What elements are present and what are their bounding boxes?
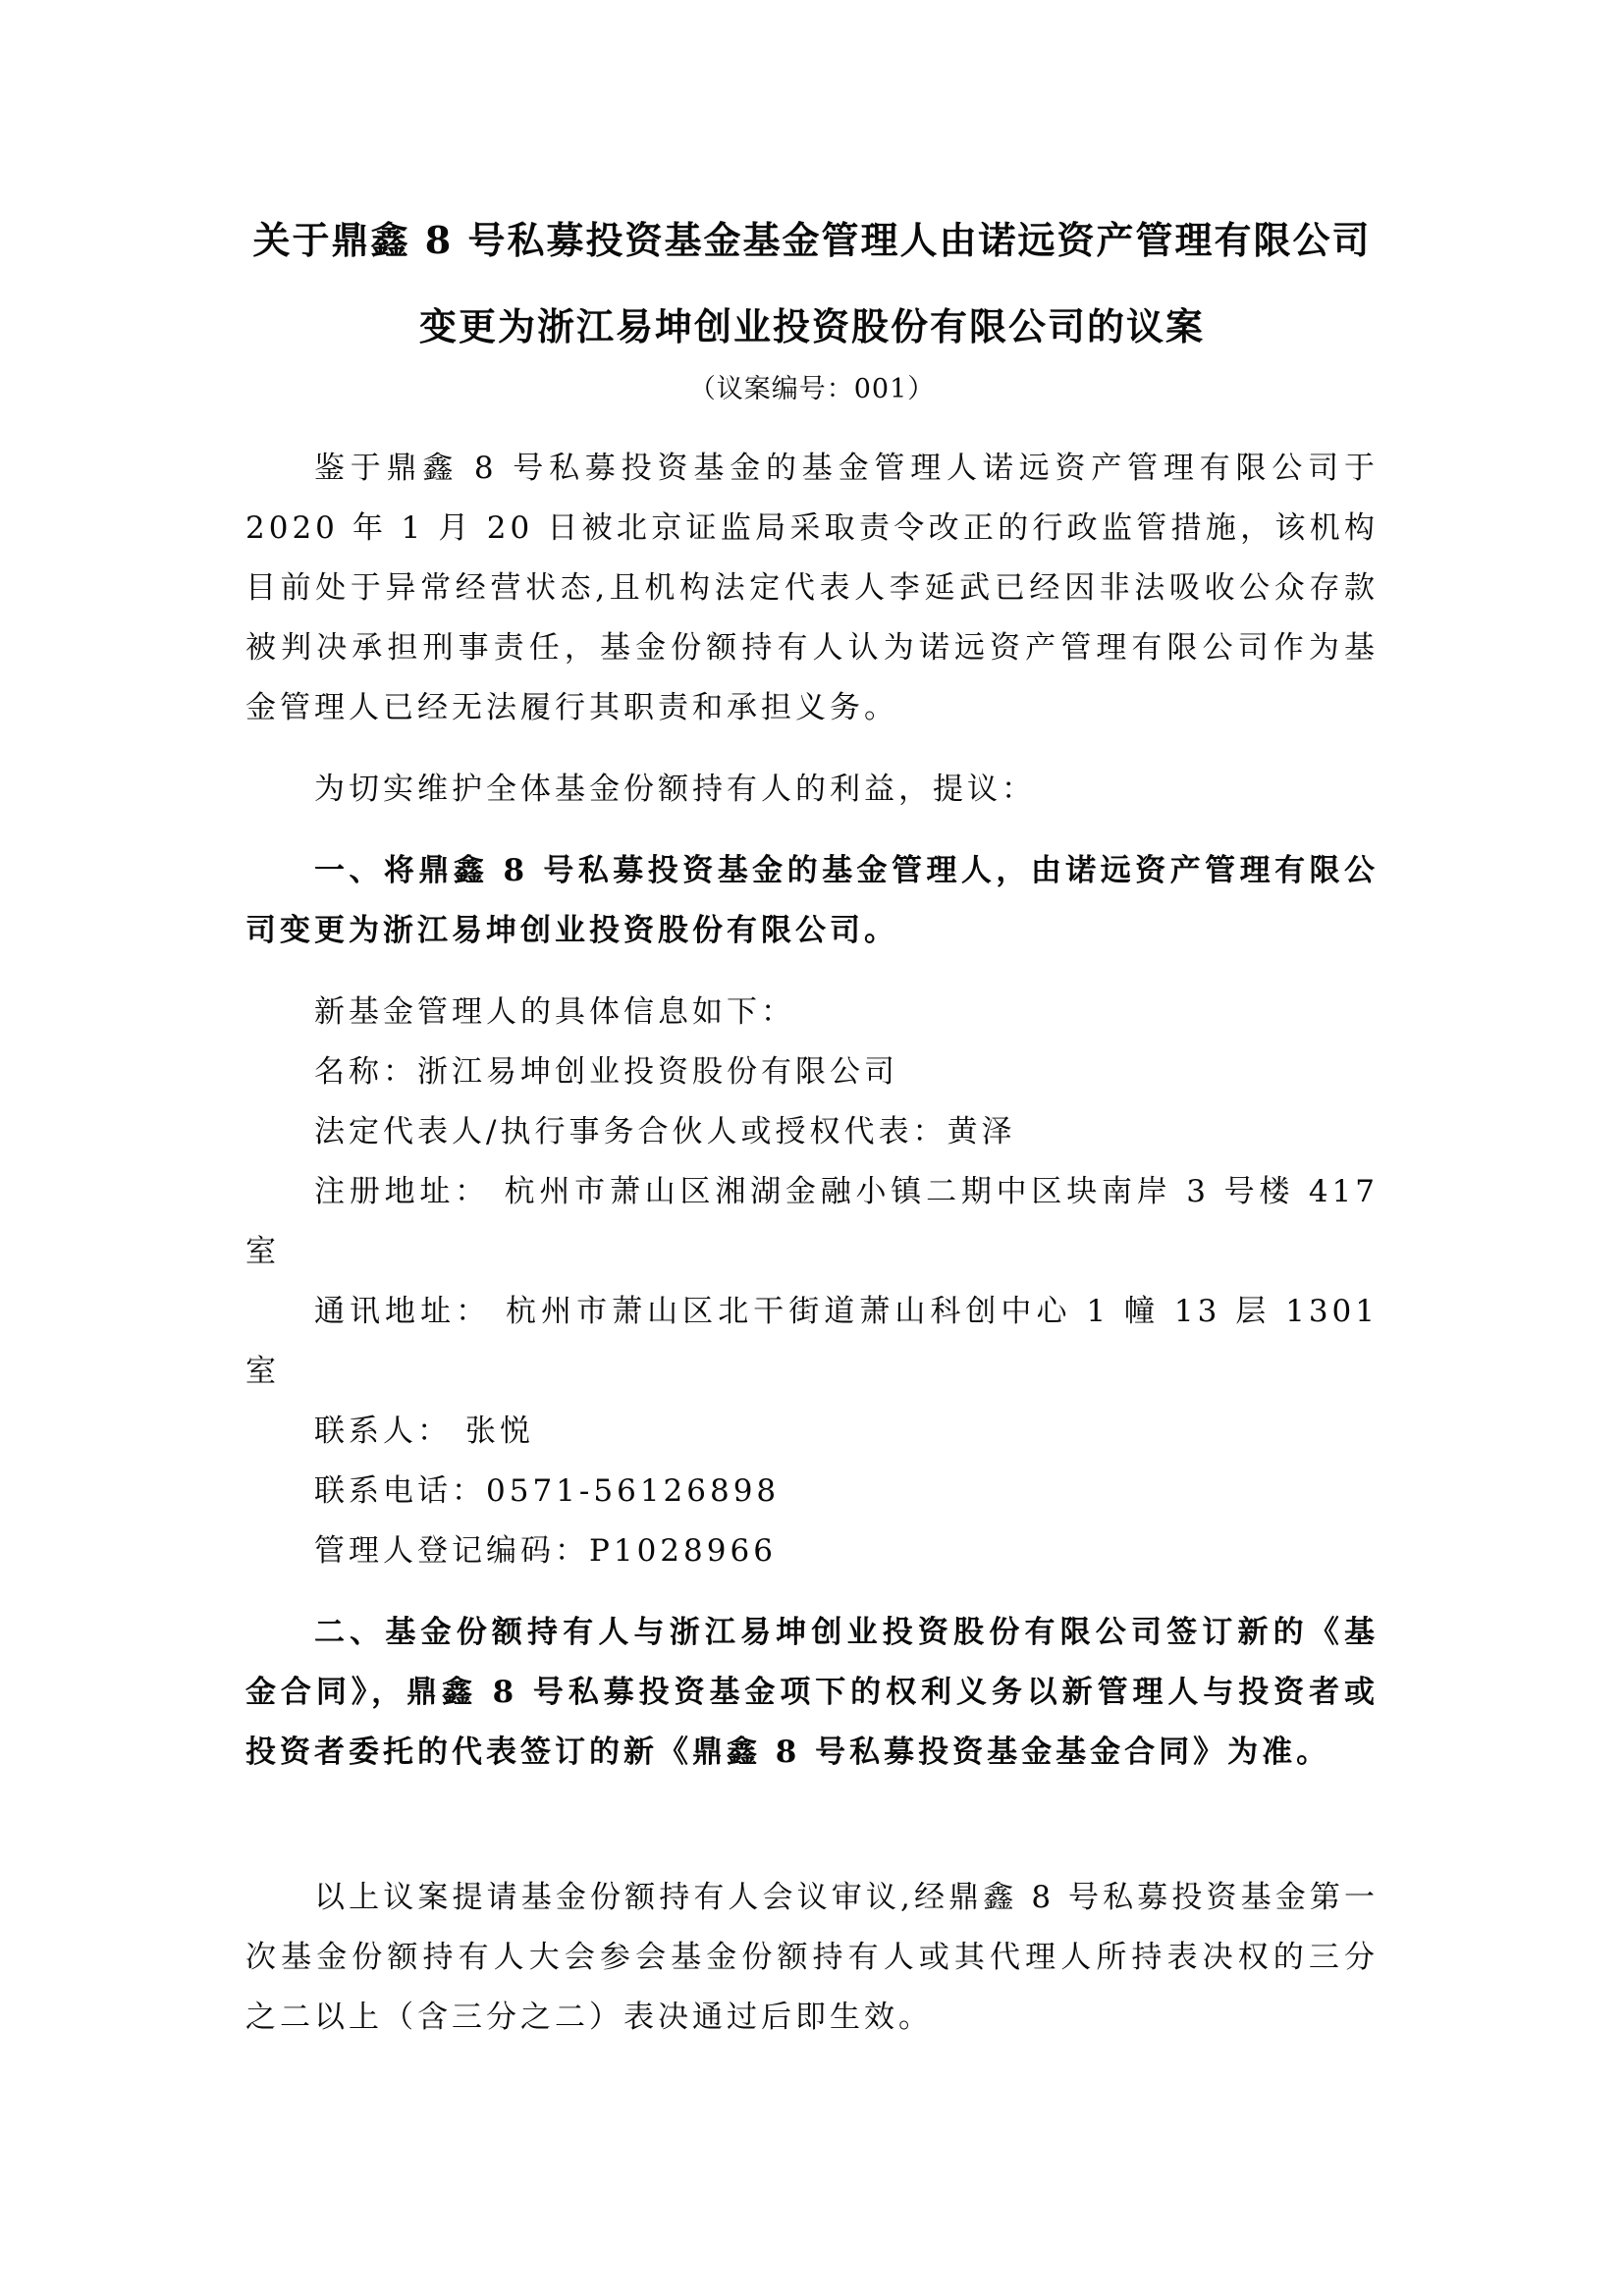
manager-name: 名称：浙江易坤创业投资股份有限公司 [314,1054,898,1090]
manager-registration-code: 管理人登记编码：P1028966 [314,1533,777,1569]
proposal-lead: 为切实维护全体基金份额持有人的利益，提议： [314,772,1036,807]
title-line-1: 关于鼎鑫 8 号私募投资基金基金管理人由诺远资产管理有限公司 [252,218,1372,262]
contact-phone: 联系电话：0571-56126898 [314,1473,781,1509]
background-paragraph: 鉴于鼎鑫 8 号私募投资基金的基金管理人诺远资产管理有限公司于 2020 年 1 月 20 日被北京证监局采取责令改正的行政监管措施，该机构目前处于异常经营状态,且机构法定代表人李延武已经因非法吸收公众存款被判决承担刑事责任，基金份额持有人认为诺远资产管理有限公司作为基金管理人已经无法履行其职责和承担义务。 [245,451,1379,725]
proposal-number: （议案编号：001） [688,374,936,404]
title-line-2: 变更为浙江易坤创业投资股份有限公司的议案 [418,304,1205,348]
document-title [245,0,1379,370]
document-body [245,439,1379,2048]
legal-representative: 法定代表人/执行事务合伙人或授权代表：黄泽 [314,1114,1016,1149]
closing-paragraph: 以上议案提请基金份额持有人会议审议,经鼎鑫 8 号私募投资基金第一次基金份额持有人大会参会基金份额持有人或其代理人所持表决权的三分之二以上（含三分之二）表决通过后即生效。 [245,1880,1379,2035]
registered-address: 注册地址： 杭州市萧山区湘湖金融小镇二期中区块南岸 3 号楼 417 室 [245,1174,1379,1269]
manager-info-intro: 新基金管理人的具体信息如下： [314,994,795,1030]
item-1-paragraph: 一、将鼎鑫 8 号私募投资基金的基金管理人，由诺远资产管理有限公司变更为浙江易坤创业投资股份有限公司。 [245,853,1379,948]
mailing-address: 通讯地址： 杭州市萧山区北干街道萧山科创中心 1 幢 13 层 1301 室 [245,1294,1379,1389]
item-2-paragraph: 二、基金份额持有人与浙江易坤创业投资股份有限公司签订新的《基金合同》，鼎鑫 8 号私募投资基金项下的权利义务以新管理人与投资者或投资者委托的代表签订的新《鼎鑫 8 号私募投资基金基金合同》为准。 [245,1615,1379,1770]
contact-person: 联系人： 张悦 [314,1414,534,1449]
